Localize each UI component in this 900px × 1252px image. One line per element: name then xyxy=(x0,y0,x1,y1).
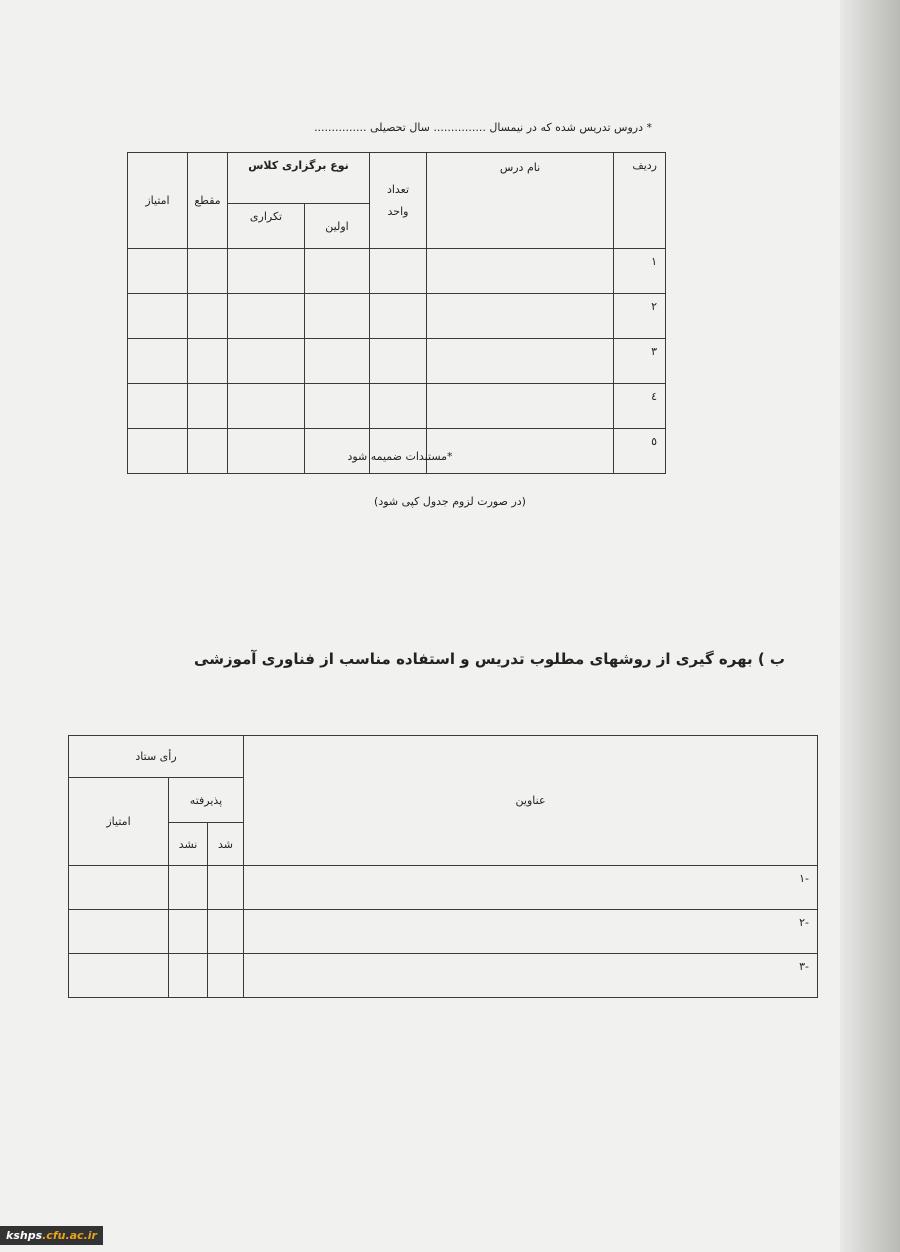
header-first: اولین xyxy=(305,204,370,249)
table-row xyxy=(128,294,666,339)
header-units: تعداد واحد xyxy=(370,153,427,249)
header-staff-vote: رأی ستاد xyxy=(69,736,244,778)
row-number: ٤ xyxy=(614,384,666,429)
cell xyxy=(305,384,370,429)
cell xyxy=(69,954,169,998)
watermark-part2: .cfu.ac.ir xyxy=(42,1229,97,1242)
courses-intro: * دروس تدریس شده که در نیمسال ............... سال تحصیلی ............... xyxy=(314,121,652,134)
cell xyxy=(188,384,228,429)
row-number: ۲ xyxy=(614,294,666,339)
cell xyxy=(427,339,614,384)
table-row xyxy=(128,249,666,294)
watermark xyxy=(0,1226,103,1245)
header-score: امتیاز xyxy=(128,153,188,249)
header-accepted: پذیرفته xyxy=(169,778,244,823)
row-title: -۲ xyxy=(244,910,818,954)
header-level: مقطع xyxy=(188,153,228,249)
cell xyxy=(128,294,188,339)
cell xyxy=(370,249,427,294)
cell xyxy=(188,339,228,384)
cell xyxy=(69,910,169,954)
cell xyxy=(169,866,208,910)
watermark-part1: kshps xyxy=(6,1229,43,1242)
header-yes: شد xyxy=(208,823,244,866)
cell xyxy=(128,429,188,474)
header-class-type: نوع برگزاری کلاس xyxy=(228,153,370,204)
cell xyxy=(69,866,169,910)
row-number: ٥ xyxy=(614,429,666,474)
header-row-number: ردیف xyxy=(614,153,666,249)
cell xyxy=(305,249,370,294)
cell xyxy=(370,384,427,429)
attach-docs-note: *مستندات ضمیمه شود xyxy=(347,450,453,463)
cell xyxy=(128,249,188,294)
cell xyxy=(427,384,614,429)
cell xyxy=(169,954,208,998)
cell xyxy=(228,429,305,474)
cell xyxy=(208,866,244,910)
header-no: نشد xyxy=(169,823,208,866)
cell xyxy=(188,429,228,474)
section-b-heading: ب ) بهره گیری از روشهای مطلوب تدریس و استفاده مناسب از فناوری آموزشی xyxy=(194,650,785,668)
row-title: -۱ xyxy=(244,866,818,910)
row-title: -۳ xyxy=(244,954,818,998)
scan-edge-shadow xyxy=(840,0,900,1252)
cell xyxy=(427,249,614,294)
table-row xyxy=(128,384,666,429)
cell xyxy=(305,294,370,339)
cell xyxy=(128,384,188,429)
header-score: امتیاز xyxy=(69,778,169,866)
teaching-methods-table xyxy=(68,735,818,998)
table-row xyxy=(128,339,666,384)
cell xyxy=(208,910,244,954)
table-row xyxy=(69,910,818,954)
row-number: ۳ xyxy=(614,339,666,384)
cell xyxy=(128,339,188,384)
copy-table-note: (در صورت لزوم جدول کپی شود) xyxy=(374,495,526,508)
courses-table xyxy=(127,152,666,474)
cell xyxy=(169,910,208,954)
cell xyxy=(228,384,305,429)
cell xyxy=(188,294,228,339)
cell xyxy=(228,339,305,384)
header-course-name: نام درس xyxy=(427,153,614,249)
row-number: ۱ xyxy=(614,249,666,294)
header-repeat: تکراری xyxy=(228,204,305,249)
table-row xyxy=(69,866,818,910)
header-titles: عناوین xyxy=(244,736,818,866)
cell xyxy=(188,249,228,294)
cell xyxy=(228,294,305,339)
cell xyxy=(208,954,244,998)
cell xyxy=(370,294,427,339)
table-row xyxy=(69,954,818,998)
cell xyxy=(228,249,305,294)
cell xyxy=(427,294,614,339)
cell xyxy=(370,339,427,384)
cell xyxy=(305,339,370,384)
